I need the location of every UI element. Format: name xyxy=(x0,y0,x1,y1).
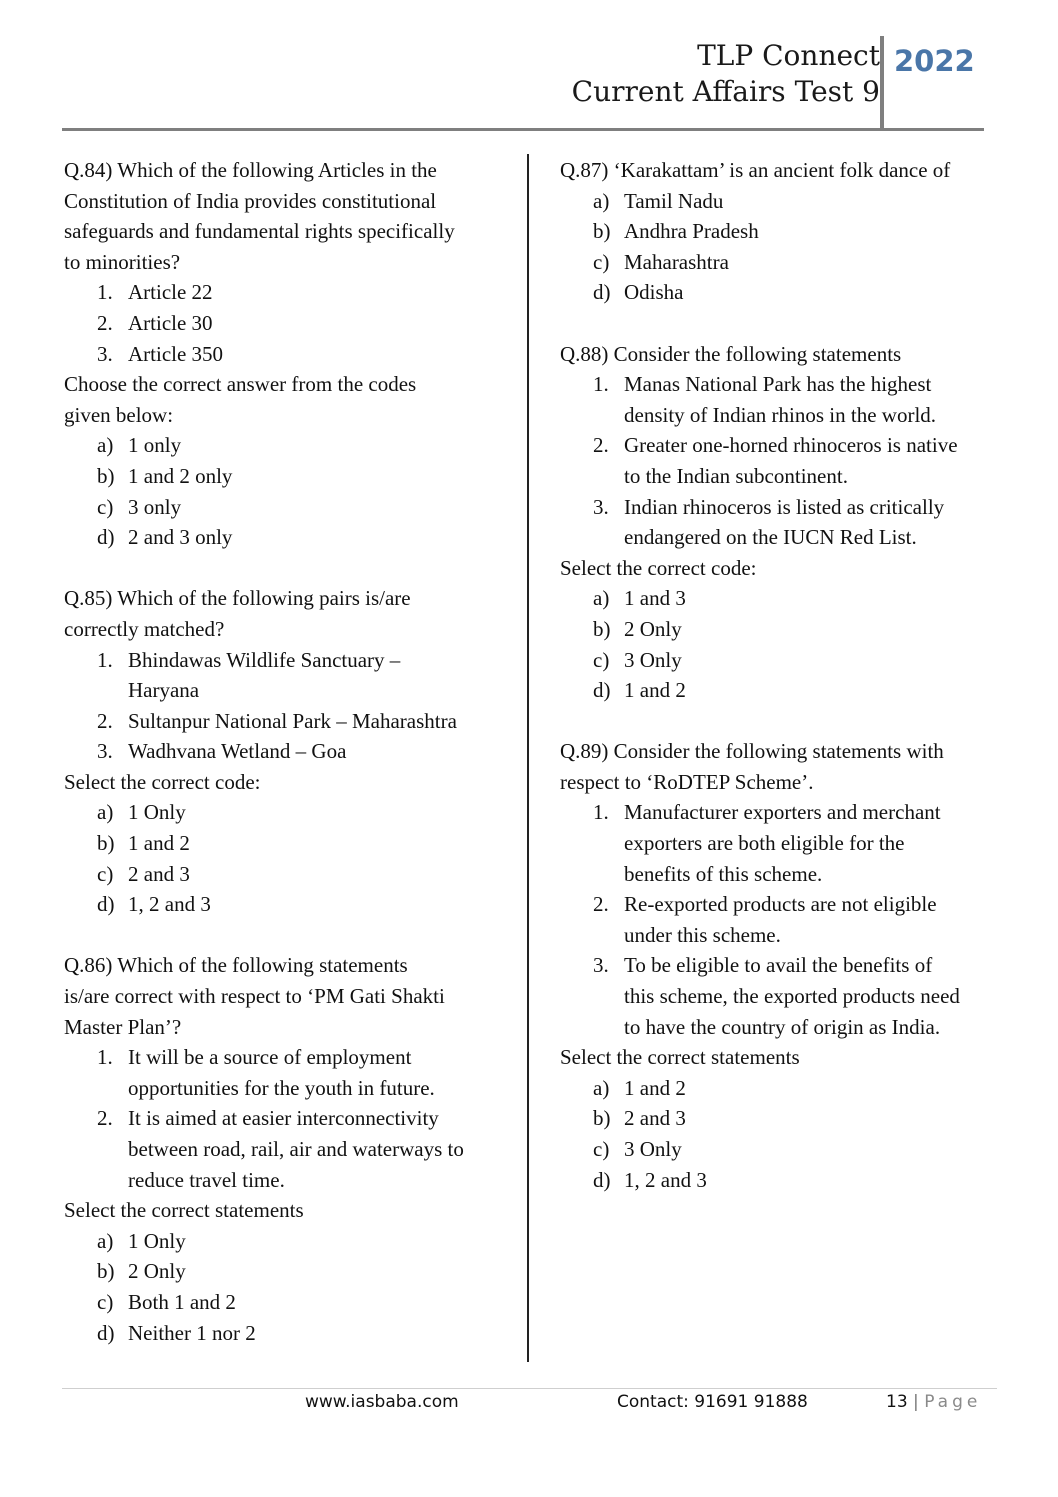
statement-number: 2. xyxy=(97,310,113,335)
statement-text xyxy=(624,950,1000,1042)
option-item xyxy=(64,461,504,492)
statement-item xyxy=(64,1103,504,1195)
option-item xyxy=(64,828,504,859)
question-text: Q.88) Consider the following statements xyxy=(560,341,902,366)
option-item xyxy=(560,1134,1000,1165)
statement-line: between road, rail, air and waterways to xyxy=(128,1137,464,1161)
option-text: 2 Only xyxy=(128,1259,186,1284)
statement-line: density of Indian rhinos in the world. xyxy=(624,402,937,427)
option-text: Maharashtra xyxy=(624,249,729,274)
option-label: d) xyxy=(593,280,611,305)
option-text: 1 only xyxy=(128,433,182,458)
statement-line: under this scheme. xyxy=(624,922,781,947)
statement-line: Manas National Park has the highest xyxy=(624,372,932,397)
question-block xyxy=(560,736,1000,1195)
statement-item xyxy=(560,797,1000,889)
option-item xyxy=(560,645,1000,676)
left-column xyxy=(64,155,504,1348)
question-text: to minorities? xyxy=(64,249,181,274)
option-label: a) xyxy=(593,586,610,611)
question-block xyxy=(64,155,504,553)
option-text: 2 and 3 xyxy=(624,1106,686,1131)
option-label: a) xyxy=(97,433,114,458)
option-text: 1 Only xyxy=(128,800,186,825)
instruction-text: Select the correct statements xyxy=(560,1045,800,1070)
statement-number: 2. xyxy=(593,433,609,458)
option-label: a) xyxy=(593,188,610,213)
option-label: b) xyxy=(593,219,611,244)
statement-text xyxy=(624,369,1000,430)
statement-line: opportunities for the youth in future. xyxy=(128,1075,435,1100)
option-text: Both 1 and 2 xyxy=(128,1289,236,1314)
option-item xyxy=(64,522,504,553)
statement-text xyxy=(128,706,504,737)
statement-text xyxy=(624,797,1000,889)
option-item xyxy=(560,1073,1000,1104)
statement-line: to have the country of origin as India. xyxy=(624,1014,941,1039)
statement-item xyxy=(64,339,504,370)
option-text: Tamil Nadu xyxy=(624,188,724,213)
statement-item xyxy=(560,492,1000,553)
question-block xyxy=(560,155,1000,308)
statement-number: 1. xyxy=(97,280,113,305)
statement-line: Indian rhinoceros is listed as critically xyxy=(624,494,945,519)
option-label: d) xyxy=(97,525,115,550)
question-text: Q.85) Which of the following pairs is/are xyxy=(64,586,411,611)
header-rule xyxy=(62,128,984,131)
option-text: 1 and 2 xyxy=(624,1075,686,1100)
statement-text: Article 350 xyxy=(128,341,224,366)
option-text: 1 and 2 only xyxy=(128,463,233,488)
option-label: b) xyxy=(97,1259,115,1284)
statement-line: Re-exported products are not eligible xyxy=(624,892,937,917)
option-item xyxy=(560,614,1000,645)
option-label: d) xyxy=(593,1167,611,1192)
option-item xyxy=(64,1318,504,1349)
statement-number: 2. xyxy=(593,892,609,917)
statement-item xyxy=(64,277,504,308)
option-label: a) xyxy=(593,1075,610,1100)
statement-number: 3. xyxy=(593,494,609,519)
option-item xyxy=(64,1287,504,1318)
option-text: 1 and 3 xyxy=(624,586,686,611)
option-text: 2 and 3 only xyxy=(128,525,233,550)
statement-line: this scheme, the exported products need xyxy=(624,984,960,1009)
statement-text: Article 30 xyxy=(128,310,213,335)
option-label: c) xyxy=(593,1137,610,1161)
question-text: is/are correct with respect to ‘PM Gati Shakti xyxy=(64,984,445,1009)
question-text: Q.86) Which of the following statements xyxy=(64,953,408,978)
statement-item xyxy=(560,889,1000,950)
option-label: c) xyxy=(97,861,114,886)
statement-text xyxy=(624,492,1000,553)
statement-line: reduce travel time. xyxy=(128,1167,285,1192)
statement-number: 3. xyxy=(97,739,113,764)
option-label: c) xyxy=(593,647,610,672)
instruction-text: Select the correct code: xyxy=(64,769,261,794)
statement-line: to the Indian subcontinent. xyxy=(624,463,848,488)
instruction-text: Select the correct statements xyxy=(64,1198,304,1223)
statement-item xyxy=(64,1042,504,1103)
footer-website: www.iasbaba.com xyxy=(305,1392,459,1412)
question-text: correctly matched? xyxy=(64,616,225,641)
option-text: Andhra Pradesh xyxy=(624,219,759,244)
option-label: d) xyxy=(97,892,115,917)
statement-item xyxy=(64,308,504,339)
page-label: Page xyxy=(924,1392,982,1412)
option-item xyxy=(560,186,1000,217)
question-text: Q.87) ‘Karakattam’ is an ancient folk dance of xyxy=(560,158,951,182)
option-text: Odisha xyxy=(624,280,684,305)
option-text: 1 and 2 xyxy=(128,831,190,856)
header-title-line2: Current Affairs Test 9 xyxy=(571,75,880,108)
option-item xyxy=(64,1256,504,1287)
statement-number: 3. xyxy=(593,953,609,978)
instruction-text: Choose the correct answer from the codes xyxy=(64,372,417,397)
option-label: b) xyxy=(97,831,115,856)
statement-line: Manufacturer exporters and merchant xyxy=(624,800,941,825)
instruction-text: Select the correct code: xyxy=(560,555,757,580)
statement-line: Wadhvana Wetland – Goa xyxy=(128,739,347,764)
option-label: c) xyxy=(97,494,114,519)
page-number: 13 xyxy=(886,1392,908,1412)
statement-item xyxy=(560,369,1000,430)
question-block xyxy=(560,339,1000,706)
option-item xyxy=(64,889,504,920)
option-item xyxy=(64,492,504,523)
statement-item xyxy=(64,706,504,737)
option-item xyxy=(64,1226,504,1257)
statement-number: 3. xyxy=(97,341,113,366)
instruction-text: given below: xyxy=(64,402,174,427)
statement-line: Bhindawas Wildlife Sanctuary – xyxy=(128,647,401,672)
option-item xyxy=(64,797,504,828)
document-header xyxy=(572,38,880,110)
statement-number: 2. xyxy=(97,708,113,733)
option-label: c) xyxy=(593,249,610,274)
statement-text xyxy=(624,430,1000,491)
footer-rule xyxy=(62,1388,997,1389)
question-text: respect to ‘RoDTEP Scheme’. xyxy=(560,769,814,794)
statement-line: Sultanpur National Park – Maharashtra xyxy=(128,708,457,733)
header-vertical-divider xyxy=(880,36,884,130)
right-column xyxy=(560,155,1000,1195)
option-label: d) xyxy=(97,1320,115,1345)
option-item xyxy=(560,675,1000,706)
statement-text xyxy=(624,889,1000,950)
statement-item xyxy=(64,645,504,706)
option-label: d) xyxy=(593,678,611,703)
statement-line: Haryana xyxy=(128,678,200,703)
statement-text: Article 22 xyxy=(128,280,213,305)
option-text: 1, 2 and 3 xyxy=(624,1167,707,1192)
option-item xyxy=(560,1165,1000,1196)
option-text: 1, 2 and 3 xyxy=(128,892,211,917)
option-text: 3 Only xyxy=(624,647,682,672)
footer-page-indicator xyxy=(886,1392,981,1412)
option-label: b) xyxy=(97,463,115,488)
option-label: b) xyxy=(593,1106,611,1131)
option-label: a) xyxy=(97,800,114,825)
question-text: Q.84) Which of the following Articles in the xyxy=(64,158,437,182)
statement-line: To be eligible to avail the benefits of xyxy=(624,953,933,978)
statement-line: endangered on the IUCN Red List. xyxy=(624,525,917,550)
question-text: Master Plan’? xyxy=(64,1014,182,1039)
header-title-line1: TLP Connect xyxy=(697,39,880,72)
option-label: a) xyxy=(97,1228,114,1253)
statement-number: 1. xyxy=(593,372,609,397)
footer-contact: Contact: 91691 91888 xyxy=(617,1392,808,1412)
option-item xyxy=(560,277,1000,308)
statement-line: It is aimed at easier interconnectivity xyxy=(128,1106,439,1131)
option-label: b) xyxy=(593,616,611,641)
statement-line: Greater one-horned rhinoceros is native xyxy=(624,433,958,458)
option-text: 2 and 3 xyxy=(128,861,190,886)
option-item xyxy=(560,247,1000,278)
header-year: 2022 xyxy=(894,44,975,78)
option-text: 2 Only xyxy=(624,616,682,641)
question-text: Q.89) Consider the following statements with xyxy=(560,739,944,764)
page-separator: | xyxy=(913,1392,919,1412)
question-block xyxy=(64,583,504,920)
statement-item xyxy=(560,950,1000,1042)
question-text: Constitution of India provides constitutional xyxy=(64,188,437,213)
option-item xyxy=(64,859,504,890)
statement-number: 1. xyxy=(97,1045,113,1070)
statement-line: exporters are both eligible for the xyxy=(624,831,905,856)
option-text: Neither 1 nor 2 xyxy=(128,1320,256,1345)
statement-number: 1. xyxy=(593,800,609,825)
option-text: 3 only xyxy=(128,494,182,519)
column-divider xyxy=(527,154,529,1362)
option-label: c) xyxy=(97,1289,114,1314)
statement-line: It will be a source of employment xyxy=(128,1045,412,1070)
statement-text xyxy=(128,1042,504,1103)
statement-line: benefits of this scheme. xyxy=(624,861,823,886)
option-item xyxy=(560,583,1000,614)
option-text: 1 and 2 xyxy=(624,678,686,703)
option-item xyxy=(64,430,504,461)
option-text: 3 Only xyxy=(624,1137,682,1161)
statement-item xyxy=(64,736,504,767)
statement-text xyxy=(128,736,504,767)
statement-text xyxy=(128,1103,504,1195)
option-item xyxy=(560,216,1000,247)
question-block xyxy=(64,950,504,1348)
question-text: safeguards and fundamental rights specifically xyxy=(64,219,455,244)
statement-text xyxy=(128,645,504,706)
option-text: 1 Only xyxy=(128,1228,186,1253)
statement-number: 1. xyxy=(97,647,113,672)
statement-number: 2. xyxy=(97,1106,113,1131)
option-item xyxy=(560,1103,1000,1134)
statement-item xyxy=(560,430,1000,491)
